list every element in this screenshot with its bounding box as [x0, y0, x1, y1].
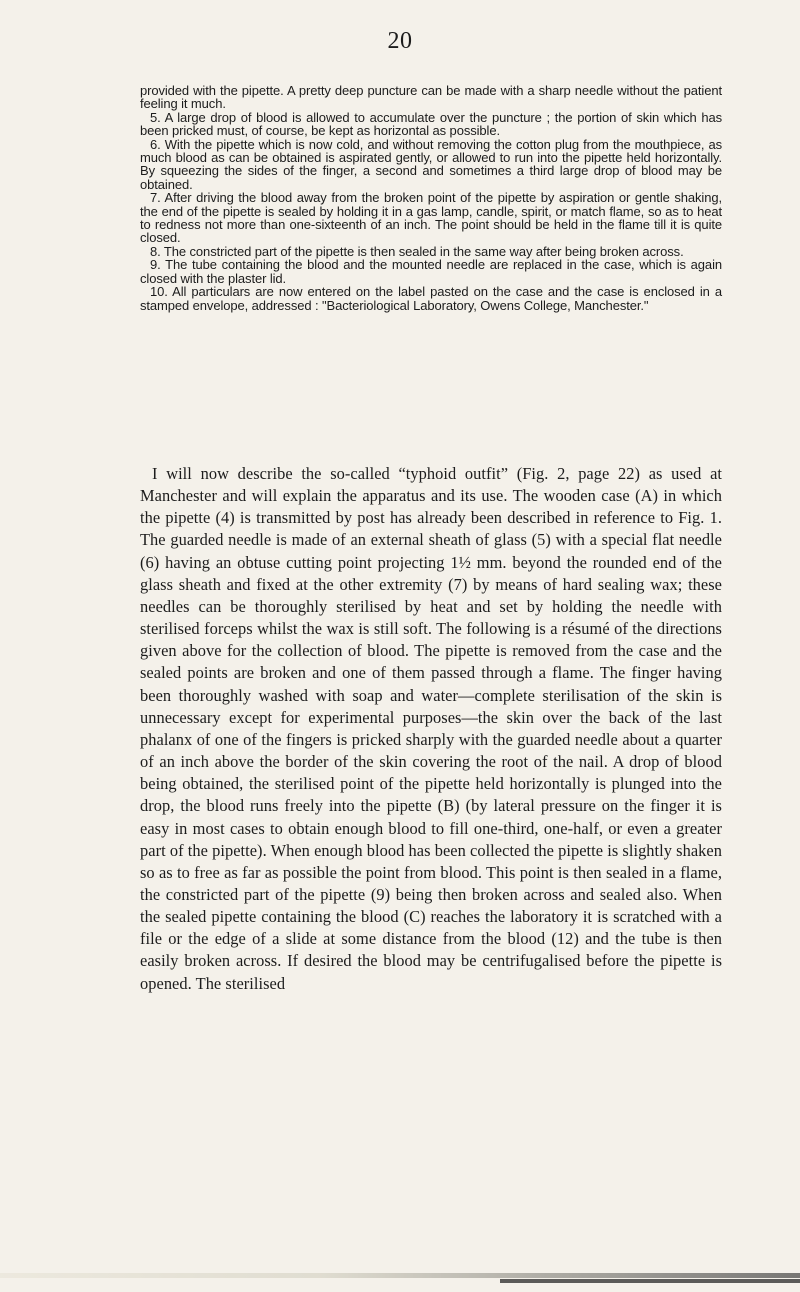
body-paragraph: I will now describe the so-called “typhoid outfit” (Fig. 2, page 22) as used at Manchester and will explain the apparatus and its use. The wooden case (A) in which the pipette (4) is transmitted by post has already been described in reference to Fig. 1. The guarded needle is made of an external sheath of glass (5) with a special flat needle (6) having an obtuse cutting point projecting 1½ mm. beyond the rounded end of the glass sheath and fixed at the other extremity (7) by means of hard sealing wax; these needles can be thoroughly sterilised by heat and set by holding the needle with sterilised forceps whilst the wax is still soft. The following is a résumé of the directions given above for the collection of blood. The pipette is removed from the case and the sealed points are broken and one of them passed through a flame. The finger having been thoroughly washed with soap and water—complete sterilisation of the skin is unnecessary except for experimental purposes—the skin over the back of the last phalanx of one of the fingers is pricked sharply with the guarded needle about a quarter of an inch above the border of the skin covering the root of the nail. A drop of blood being obtained, the sterilised point of the pipette held horizontally is plunged into the drop, the blood runs freely into the pipette (B) (by lateral pressure on the finger it is easy in most cases to obtain enough blood to fill one-third, one-half, or even a greater part of the pipette). When enough blood has been collected the pipette is slightly shaken so as to free as far as possible the point from blood. This point is then sealed in a flame, the constricted part of the pipette (9) being then broken across and sealed also. When the sealed pipette containing the blood (C) reaches the laboratory it is scratched with a file or the edge of a slide at some distance from the blood (12) and the tube is then easily broken across. If desired the blood may be centrifugalised before the pipette is opened. The sterilised [140, 464, 722, 993]
list-item: 10. All particulars are now entered on the label pasted on the case and the case is enclosed in a stamped envelope, addressed : "Bacteriological Laboratory, Owens College, Manchester." [140, 284, 722, 313]
list-item: 5. A large drop of blood is allowed to accumulate over the puncture ; the portion of skin which has been pricked must, of course, be kept as horizontal as possible. [140, 109, 722, 139]
instruction-list [140, 84, 722, 312]
list-item: 9. The tube containing the blood and the mounted needle are replaced in the case, which is again closed with the plaster lid. [140, 257, 722, 286]
page-edge-shadow [0, 1273, 800, 1278]
list-item: 6. With the pipette which is now cold, and without removing the cotton plug from the mouthpiece, as much blood as can be obtained is aspirated gently, or allowed to run into the pipette held horizontally. By squeezing the sides of the finger, a second and sometimes a third large drop of blood may be obtained. [140, 136, 722, 192]
list-item: 8. The constricted part of the pipette is then sealed in the same way after being broken across. [150, 243, 684, 259]
page-number: 20 [387, 28, 413, 54]
list-item: provided with the pipette. A pretty deep puncture can be made with a sharp needle without the patient feeling it much. [140, 83, 722, 112]
list-item: 7. After driving the blood away from the broken point of the pipette by aspiration or gentle shaking, the end of the pipette is sealed by holding it in a gas lamp, candle, spirit, or match flame, so as to heat to redness not more than one-sixteenth of an inch. The point should be held in the flame till it is quite closed. [140, 190, 722, 246]
body-paragraph-block [140, 463, 722, 995]
page-edge-line [500, 1279, 800, 1283]
